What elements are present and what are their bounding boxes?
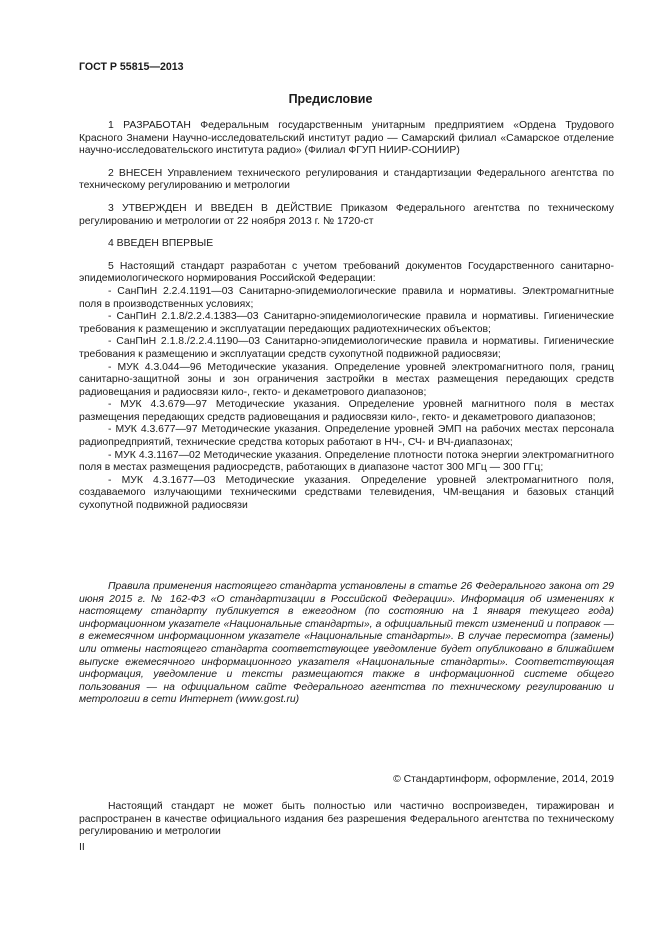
foreword-body: [79, 120, 614, 513]
reference-item: - СанПиН 2.2.4.1191—03 Санитарно-эпидемиологические правила и нормативы. Электромагнитные поля в производственных условиях;: [79, 285, 614, 310]
item-2-introduced: 2 ВНЕСЕН Управлением технического регулирования и стандартизации Федерального агентства по техническому регулированию и метрологии: [79, 167, 614, 192]
application-rules-notice: Правила применения настоящего стандарта установлены в статье 26 Федерального закона от 29 июня 2015 г. № 162-ФЗ «О стандартизации в Российской Федерации». Информация об изменениях к настоящему стандарту публикуется в ежегодном (по состоянию на 1 января текущего года) информационном указателе «Национальные стандарты», а официальный текст изменений и поправок — в ежемесячном информационном указателе «Национальные стандарты». В случае пересмотра (замены) или отмены настоящего стандарта соответствующее уведомление будет опубликовано в ближайшем выпуске ежемесячного информационного указателя «Национальные стандарты». Соответствующая информация, уведомление и тексты размещаются также в информационной системе общего пользования — на официальном сайте Федерального агентства по техническому регулированию и метрологии в сети Интернет (www.gost.ru): [79, 581, 614, 706]
item-4-first-introduced: 4 ВВЕДЕН ВПЕРВЫЕ: [108, 238, 214, 250]
copyright-line: © Стандартинформ, оформление, 2014, 2019: [393, 774, 614, 785]
reproduction-notice: Настоящий стандарт не может быть полностью или частично воспроизведен, тиражирован и распространен в качестве официального издания без разрешения Федерального агентства по техническому регулированию и метрологии: [79, 801, 614, 838]
reference-item: - МУК 4.3.044—96 Методические указания. Определение уровней электромагнитного поля, границ санитарно-защитной зоны и зон ограничения застройки в местах размещения передающих средств радиовещания и радиосвязи кило-, гекто- и декаметрового диапазонов;: [79, 361, 614, 398]
item-1-developed: 1 РАЗРАБОТАН Федеральным государственным унитарным предприятием «Ордена Трудового Красного Знамени Научно-исследовательский институт радио — Самарский филиал «Самарское отделение научно-исследовательского института радио» (Филиал ФГУП НИИР-СОНИИР): [79, 120, 614, 157]
reference-item: - СанПиН 2.1.8/2.2.4.1383—03 Санитарно-эпидемиологические правила и нормативы. Гигиенические требования к размещению и эксплуатации передающих радиотехнических объектов;: [79, 311, 614, 335]
item-5-developed-with: 5 Настоящий стандарт разработан с учетом требований документов Государственного санитарно-эпидемиологического нормирования Российской Федерации:: [79, 260, 614, 285]
page-number: II: [79, 842, 85, 853]
reference-item: - МУК 4.3.1677—03 Методические указания. Определение уровней электромагнитного поля, создаваемого излучающими техническими средствами телевидения, ЧМ-вещания и базовых станций сухопутной подвижной радиосвязи: [79, 474, 614, 512]
reference-item: - МУК 4.3.1167—02 Методические указания. Определение плотности потока энергии электромагнитного поля в местах размещения радиосредств, работающих в диапазоне частот 300 МГц — 300 ГГц;: [79, 449, 614, 474]
page-title: Предисловие: [288, 92, 373, 106]
standard-number: ГОСТ Р 55815—2013: [79, 61, 184, 73]
reference-item: - СанПиН 2.1.8./2.2.4.1190—03 Санитарно-эпидемиологические правила и нормативы. Гигиенические требования к размещению и эксплуатации средств сухопутной подвижной радиосвязи;: [79, 336, 614, 360]
item-3-approved: 3 УТВЕРЖДЕН И ВВЕДЕН В ДЕЙСТВИЕ Приказом Федерального агентства по техническому регулированию и метрологии от 22 ноября 2013 г. № 1720-ст: [79, 202, 614, 227]
reference-item: - МУК 4.3.677—97 Методические указания. Определение уровней ЭМП на рабочих местах персонала радиопредприятий, технические средства которых работают в НЧ-, СЧ- и ВЧ-диапазонах;: [79, 424, 614, 449]
reference-item: - МУК 4.3.679—97 Методические указания. Определение уровней магнитного поля в местах размещения передающих средств радиовещания и радиосвязи кило-, гекто- и декаметрового диапазонов;: [79, 399, 614, 423]
